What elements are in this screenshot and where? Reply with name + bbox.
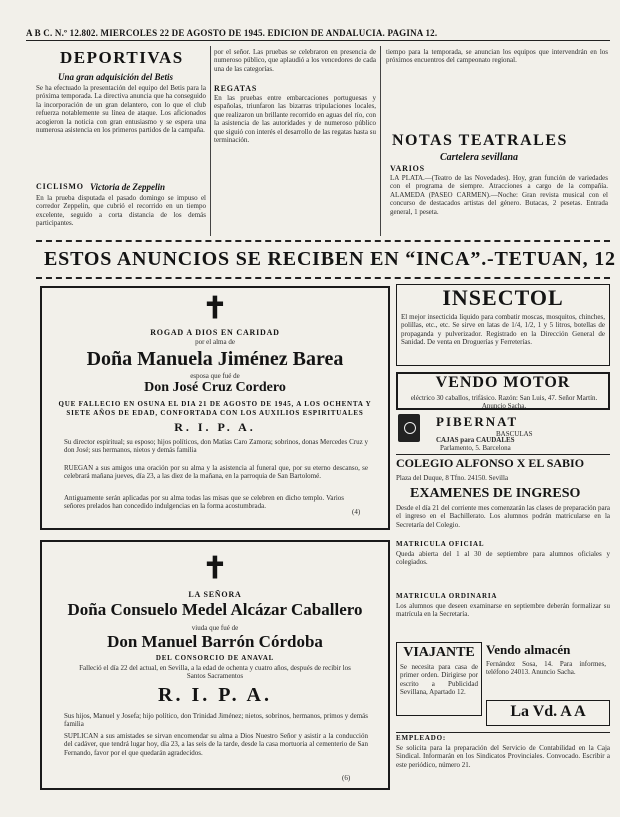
- banner-top-rule: [36, 240, 610, 242]
- obit2-ripa: R. I. P. A.: [158, 684, 272, 706]
- colegio-exam-title: EXAMENES DE INGRESO: [410, 486, 581, 501]
- colegio-address: Plaza del Duque, 8 Tfno. 24150. Sevilla: [396, 474, 509, 482]
- insectol-title: INSECTOL: [442, 285, 564, 310]
- obituary-box-2: [40, 540, 390, 790]
- insectol-ad: [396, 284, 610, 366]
- notas-text: LA PLATA.—(Teatro de las Novedades). Hoy, gran función de variedades con el programa de siempre. Atracciones a cargo de la compañía. ALAMEDA (PASEO CARMEN).—Noche: Gran revista musical con el concurso de destacados artistas del género. Butacas, 2 pesetas. Entrada general, 1 peseta.: [390, 174, 608, 216]
- safe-icon: [398, 414, 420, 442]
- vendo-motor-ad: [396, 372, 610, 410]
- deportivas-title: DEPORTIVAS: [60, 48, 184, 67]
- obit1-death: QUE FALLECIO EN OSUNA EL DIA 21 DE AGOSTO DE 1945, A LOS OCHENTA Y SIETE AÑOS DE EDAD, CONFORTADA CON LOS AUXILIOS ESPIRITUALES: [58, 400, 372, 417]
- viajante-text: Se necesita para casa de primer orden. Dirigirse por escrito a Publicidad Sevillana, Apartado 12.: [400, 663, 478, 697]
- notas-title: NOTAS TEATRALES: [392, 132, 568, 149]
- obit2-spouse: Don Manuel Barrón Córdoba: [107, 632, 323, 651]
- deportivas-text: Se ha efectuado la presentación del equipo del Betis para la próxima temporada. La directiva anuncia que ha conseguido la incorporación de un gran delantero, con lo que el club refuerza notablemente su línea de ataque. Los aficionados acogieron la noticia con gran entusiasmo y se espera una numerosa asistencia en los primeros partidos de la campaña.: [36, 84, 206, 135]
- varios-label: VARIOS: [390, 164, 425, 173]
- obit1-ruegan: RUEGAN a sus amigos una oración por su alma y la asistencia al funeral que, por su eterno descanso, se celebrará mañana jueves, día 23, a las diez de la mañana, en la parroquia de San Bartolomé.: [64, 464, 368, 481]
- vendo-almacen-text: Fernández Sosa, 14. Para informes, teléfono 24013. Anuncio Sacha.: [486, 660, 606, 677]
- obit1-name: Doña Manuela Jiménez Barea: [86, 348, 344, 370]
- pibernat-line3: Parlamento, 5. Barcelona: [440, 444, 511, 452]
- empleado-label: EMPLEADO:: [396, 734, 446, 742]
- vendo-almacen-ad: [486, 642, 610, 700]
- colegio-title: COLEGIO ALFONSO X EL SABIO: [396, 456, 585, 470]
- viajante-ad: [396, 642, 482, 716]
- obit2-family: Sus hijos, Manuel y Josefa; hijo político, don Trinidad Jiménez; nietos, sobrinos, hermanos, primos y demás familia: [64, 712, 368, 729]
- obit2-name: Doña Consuelo Medel Alcázar Caballero: [67, 600, 363, 619]
- obituary-box-1: [40, 286, 390, 530]
- vendo-almacen-title: Vendo almacén: [486, 642, 571, 657]
- obit2-relation: viuda que fué de: [191, 624, 239, 632]
- obit1-family: Su director espiritual; su esposo; hijos políticos, don Matías Caro Zamora; sobrinos, donas Mercedes Cruz y don José; sus hermanos, nietos y demás familia: [64, 438, 368, 455]
- obit2-ref: (6): [342, 774, 351, 782]
- colegio-text2: Queda abierta del 1 al 30 de septiembre para alumnos oficiales y colegiados.: [396, 550, 610, 567]
- obit1-ref: (4): [352, 508, 361, 516]
- ad-separator: [396, 732, 610, 733]
- ciclismo-label: CICLISMO: [36, 182, 84, 191]
- empleado-text: Se solicita para la preparación del Servicio de Contabilidad en la Caja Sindical. Informarán en los Sindicatos Provinciales. Convocado. Escribir a este periódico, número 21.: [396, 744, 610, 769]
- obit2-death: Falleció el día 22 del actual, en Sevilla, a la edad de ochenta y cuatro años, después de recibir los Santos Sacramentos: [79, 664, 351, 681]
- header-rule: [26, 40, 610, 41]
- ciclismo-text: En la prueba disputada el pasado domingo se impuso el corredor Zeppelin, que cubrió el recorrido en un tiempo excelente, seguido a corta distancia de los demás participantes.: [36, 194, 206, 228]
- insectol-text: El mejor insecticida líquido para combatir moscas, mosquitos, chinches, polillas, etc., etc. Se sirve en latas de 1/4, 1/2, 1 y 5 litros, botellas de propaganda y pulverizador. Registrado en la Dirección General de Sanidad. De venta en Droguerías y Ferreterías.: [401, 313, 605, 347]
- notas-subtitle: Cartelera sevillana: [440, 152, 519, 163]
- ciclismo-subtitle: Victoria de Zeppelin: [90, 182, 165, 192]
- column-divider: [380, 46, 381, 236]
- viajante-title: VIAJANTE: [403, 645, 475, 660]
- vendo-motor-text: eléctrico 30 caballos, trifásico. Razón: San Luis, 47. Señor Martín. Anuncio Sacha.: [410, 394, 598, 410]
- obit1-relation: esposa que fué de: [190, 372, 240, 380]
- vendo-motor-title: VENDO MOTOR: [435, 374, 571, 391]
- column-divider: [210, 46, 211, 236]
- page-header: A B C. N.º 12.802. MIERCOLES 22 DE AGOSTO DE 1945. EDICION DE ANDALUCIA. PAGINA 12.: [26, 28, 438, 38]
- cross-icon: ✝: [202, 552, 228, 585]
- regatas-text: En las pruebas entre embarcaciones portuguesas y españolas, triunfaron las bizarras tripulaciones locales, que realizaron un brillante recorrido en aguas del río, con la asistencia de las autoridades y de numeroso público que siguió con interés el desarrollo de las regatas hasta su terminación.: [214, 94, 376, 145]
- lavid-ad: [486, 700, 610, 726]
- obit1-intro2: por el alma de: [195, 338, 235, 346]
- obit2-suplican: SUPLICAN a sus amistades se sirvan encomendar su alma a Dios Nuestro Señor y asistir a la conducción del cadáver, que tendrá lugar hoy, día 23, a las seis de la tarde, desde la casa mortuoria al cementerio de San Fernando, favor por el que quedarán agradecidos.: [64, 732, 368, 757]
- pibernat-ad: [396, 414, 610, 442]
- colegio-text3: Los alumnos que deseen examinarse en septiembre deberán formalizar su matrícula en la Secretaría.: [396, 602, 610, 619]
- deportivas-subtitle: Una gran adquisición del Betis: [58, 72, 174, 82]
- banner-bottom-rule: [36, 277, 610, 279]
- colegio-label2: MATRICULA ORDINARIA: [396, 592, 498, 600]
- ads-banner: ESTOS ANUNCIOS SE RECIBEN EN “INCA”.-TETUAN, 12: [44, 248, 616, 270]
- obit1-note: Antiguamente serán aplicadas por su alma todas las misas que se celebren en dicho templo. Varios señores prelados han concedido indulgencias en la forma acostumbrada.: [64, 494, 344, 511]
- obit1-ripa: R. I. P. A.: [174, 420, 256, 434]
- deportivas-col3-text: tiempo para la temporada, se anuncian los equipos que intervendrán en los próximos encuentros del campeonato regional.: [386, 48, 608, 65]
- lavid-title: La Vd. A A: [510, 703, 586, 720]
- obit2-intro: LA SEÑORA: [188, 590, 242, 599]
- pibernat-line1: BASCULAS: [496, 430, 533, 438]
- obit2-spouse-title: DEL CONSORCIO DE ANAVAL: [155, 654, 275, 662]
- cross-icon: ✝: [202, 292, 228, 325]
- pibernat-line2: CAJAS para CAUDALES: [436, 436, 515, 444]
- deportivas-col2-text: por el señor. Las pruebas se celebraron en presencia de numeroso público, que aplaudió a los vencedores de cada una de las categorías.: [214, 48, 376, 73]
- obit1-intro: ROGAD A DIOS EN CARIDAD: [150, 328, 280, 337]
- obit1-spouse: Don José Cruz Cordero: [144, 380, 286, 395]
- regatas-label: REGATAS: [214, 84, 258, 93]
- ad-separator: [396, 454, 610, 455]
- colegio-label1: MATRICULA OFICIAL: [396, 540, 485, 548]
- colegio-text: Desde el día 21 del corriente mes comenzarán las clases de preparación para el ingreso en el Bachillerato. Los alumnos podrán matricularse en la Secretaría del Colegio.: [396, 504, 610, 529]
- pibernat-brand: PIBERNAT: [436, 414, 519, 429]
